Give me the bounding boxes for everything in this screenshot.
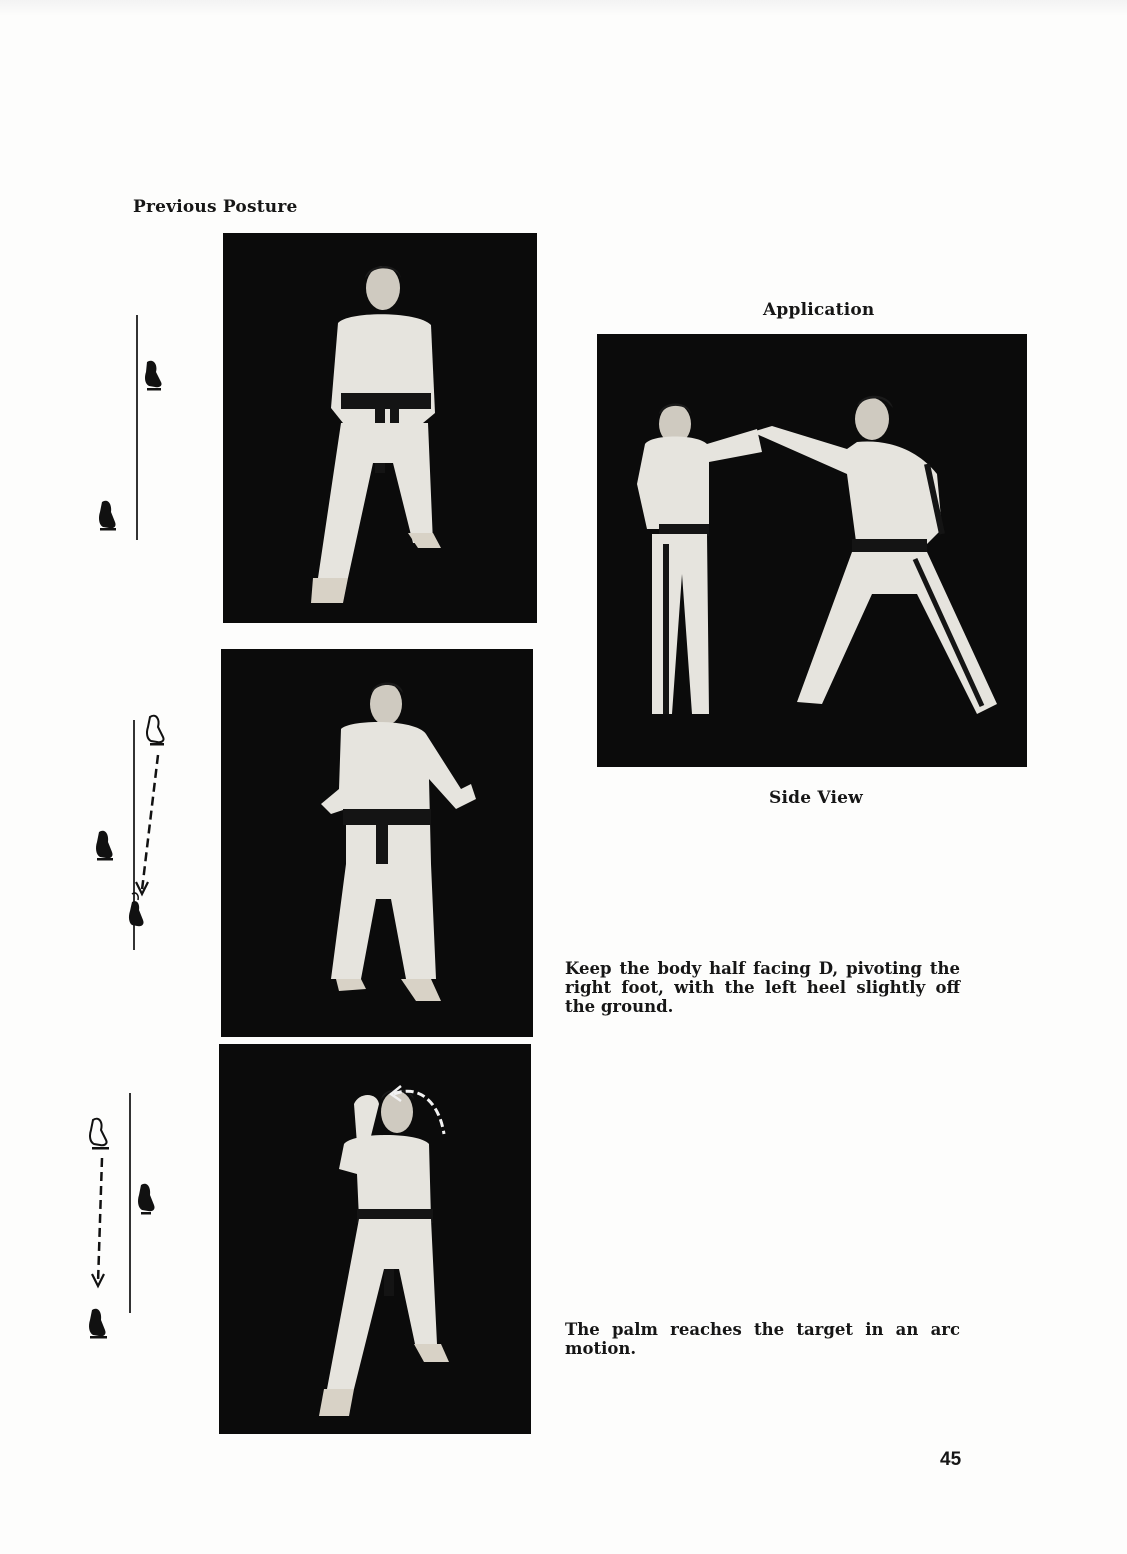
figure-palm-strike-illustration <box>219 1044 531 1434</box>
application-sparring-illustration <box>597 334 1027 767</box>
figure-standing-illustration <box>223 233 537 623</box>
footprint-diagram-3 <box>80 1088 180 1348</box>
footprint-solid-icon <box>138 1184 155 1215</box>
side-view-caption: Side View <box>769 788 863 808</box>
footprint-outline-icon <box>90 1119 109 1150</box>
figure-turning-illustration <box>221 649 533 1037</box>
photo-step-pivot <box>221 649 533 1037</box>
footprint-outline-icon <box>147 716 164 746</box>
page-number: 45 <box>940 1449 962 1470</box>
footprint-solid-icon <box>99 501 116 531</box>
footprint-solid-icon <box>96 831 113 861</box>
previous-posture-heading: Previous Posture <box>133 197 298 217</box>
photo-application-side-view <box>597 334 1027 767</box>
instruction-text-palm: The palm reaches the target in an arc motion. <box>565 1320 960 1358</box>
application-heading: Application <box>763 300 875 320</box>
footprint-solid-icon <box>129 893 144 926</box>
footprint-diagram-1 <box>90 310 180 545</box>
dashed-arrow-icon <box>98 1158 102 1283</box>
footprint-diagram-2 <box>90 710 180 955</box>
photo-palm-strike <box>219 1044 531 1434</box>
footprint-solid-icon <box>145 361 162 391</box>
instruction-text-pivot: Keep the body half facing D, pivoting the right foot, with the left heel slightly off the ground. <box>565 959 960 1016</box>
footprint-solid-icon <box>89 1309 107 1339</box>
photo-previous-posture <box>223 233 537 623</box>
scan-edge <box>0 0 1127 16</box>
dashed-arrow-icon <box>142 755 158 890</box>
